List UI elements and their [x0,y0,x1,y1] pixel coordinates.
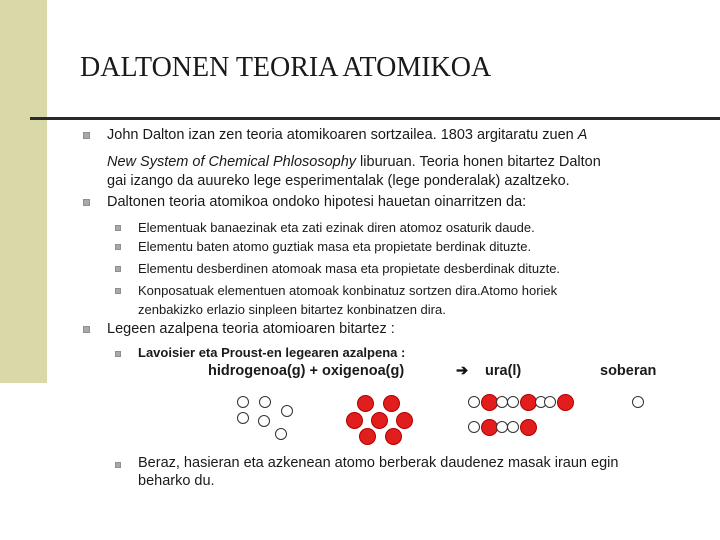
slide-title: DALTONEN TEORIA ATOMIKOA [80,52,492,83]
equation-excess: soberan [600,363,657,379]
dalton-text2: liburuan. Teoria honen bitartez Dalton [356,154,601,170]
bullet-icon [115,288,121,294]
oxygen-atom [359,428,376,445]
hydrogen-atom [468,396,480,408]
paragraph-hypotheses-intro: Daltonen teoria atomikoa ondoko hipotesi hauetan oinarritzen da: [107,194,527,210]
conclusion-line2: beharko du. [138,473,215,489]
oxygen-atom [357,395,374,412]
dalton-name: John Dalton [107,127,185,143]
hydrogen-atom [544,396,556,408]
hydrogen-atom [275,428,287,440]
conclusion-line1: Beraz, hasieran eta azkenean atomo berberak daudenez masak iraun egin [138,455,619,471]
oxygen-atom [520,419,537,436]
book-title-start: A [577,127,588,143]
hydrogen-atom [237,396,249,408]
book-title: New System of Chemical Phlososophy [107,154,357,170]
title-divider [30,117,720,120]
oxygen-atom [385,428,402,445]
hydrogen-atom [507,421,519,433]
bullet-icon [115,462,121,468]
paragraph-dalton-line3: gai izango da auureko lege esperimentalak (lege ponderalak) azaltzeko. [107,173,570,189]
dalton-text1: izan zen teoria atomikoaren sortzailea. 1803 argitaratu zuen [184,127,578,143]
sub-heading: Lavoisier eta Proust-en legearen azalpena : [138,345,406,360]
oxygen-atom [396,412,413,429]
hydrogen-atom [281,405,293,417]
oxygen-atom [371,412,388,429]
bullet-icon [115,225,121,231]
hydrogen-atom [632,396,644,408]
arrow-icon: ➔ [456,363,469,379]
hypothesis-item: Elementu baten atomo guztiak masa eta propietate berdinak dituzte. [138,239,532,254]
equation-product: ura(l) [485,363,522,379]
hydrogen-atom [507,396,519,408]
hydrogen-atom [259,396,271,408]
hydrogen-atom [468,421,480,433]
hydrogen-atom [237,412,249,424]
bullet-icon [115,244,121,250]
paragraph-laws: Legeen azalpena teoria atomioaren bitartez : [107,321,395,337]
bullet-icon [83,132,90,139]
hydrogen-atom [258,415,270,427]
oxygen-atom [383,395,400,412]
bullet-icon [115,266,121,272]
equation-reactants: hidrogenoa(g) + oxigenoa(g) [208,363,405,379]
bullet-icon [83,199,90,206]
bullet-icon [83,326,90,333]
paragraph-dalton-line1 [107,126,587,144]
hypothesis-item-continuation: zenbakizko erlazio sinpleen bitartez konbinatzen dira. [138,302,446,317]
hypothesis-item: Elementuak banaezinak eta zati ezinak diren atomoz osaturik daude. [138,220,535,235]
oxygen-atom [557,394,574,411]
hypothesis-item: Elementu desberdinen atomoak masa eta propietate desberdinak dituzte. [138,261,561,276]
sidebar-accent [0,0,47,383]
hypothesis-item: Konposatuak elementuen atomoak konbinatuz sortzen dira.Atomo horiek [138,283,558,298]
paragraph-dalton-line2 [107,153,601,171]
bullet-icon [115,351,121,357]
oxygen-atom [346,412,363,429]
